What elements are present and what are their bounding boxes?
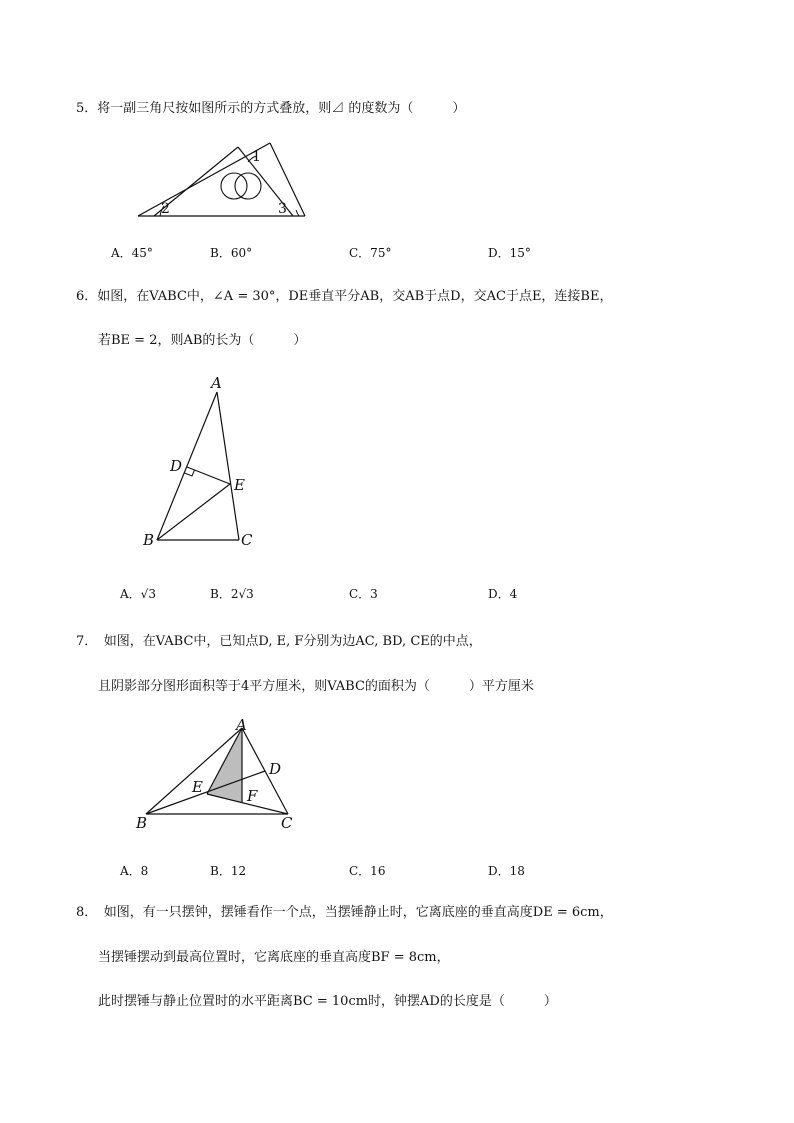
q5-figure — [130, 140, 320, 222]
q7-label-a: A — [236, 716, 247, 734]
q7-option-d[interactable]: D．18 — [488, 864, 525, 878]
q6-text-line1: 6．如图，在VABC中，∠A = 30°，DE垂直平分AB，交AB于点D，交AC于点E，连接BE， — [76, 289, 613, 304]
q6-figure — [135, 372, 265, 552]
q6-segment-de — [187, 467, 230, 484]
q5-angle3-arc — [296, 210, 299, 216]
q6-label-c: C — [241, 531, 253, 549]
q8-text-line1: 8． 如图，有一只摆钟，摆锤看作一个点，当摆锤静止时，它离底座的垂直高度DE = 6cm， — [76, 905, 613, 920]
q7-shaded-triangle — [207, 728, 242, 803]
q5-label-3: 3 — [278, 201, 287, 217]
q7-figure — [130, 718, 310, 833]
q6-option-b[interactable]: B．2√3 — [210, 587, 254, 601]
q5-circle-left — [221, 173, 247, 199]
q7-option-b[interactable]: B．12 — [210, 864, 247, 878]
q5-label-2: 2 — [161, 201, 170, 217]
q6-label-a: A — [211, 374, 222, 392]
q8-text-line2: 当摆锤摆动到最高位置时，它离底座的垂直高度BF = 8cm， — [98, 950, 450, 965]
q6-text-line2: 若BE = 2，则AB的长为（ ） — [98, 333, 307, 348]
q6-side-ac — [217, 392, 239, 540]
q5-text: 5．将一副三角尺按如图所示的方式叠放，则⊿ 的度数为（ ） — [76, 101, 466, 116]
q7-option-a[interactable]: A．8 — [120, 864, 149, 878]
q7-label-f: F — [247, 787, 258, 805]
q6-label-e: E — [234, 476, 245, 494]
q6-label-b: B — [143, 531, 155, 549]
q6-label-d: D — [170, 457, 183, 475]
q7-label-c: C — [281, 814, 293, 832]
q5-option-a[interactable]: A．45° — [111, 246, 153, 260]
q8-text-line3: 此时摆锤与静止位置时的水平距离BC = 10cm时，钟摆AD的长度是（ ） — [98, 994, 557, 1009]
q5-circle-right — [235, 173, 261, 199]
q5-long-side — [138, 143, 270, 216]
q5-label-1: 1 — [252, 149, 261, 165]
q6-side-ab — [157, 392, 217, 540]
q5-option-b[interactable]: B．60° — [210, 246, 253, 260]
q7-text-line1: 7． 如图，在VABC中，已知点D, E, F分别为边AC, BD, CE的中点， — [76, 634, 482, 649]
q5-right-side — [270, 143, 305, 216]
q6-option-d[interactable]: D．4 — [488, 587, 518, 601]
q7-label-b: B — [136, 814, 148, 832]
q7-option-c[interactable]: C．16 — [349, 864, 386, 878]
q6-option-a[interactable]: A．√3 — [120, 587, 156, 601]
q5-option-c[interactable]: C．75° — [349, 246, 392, 260]
q5-option-d[interactable]: D．15° — [488, 246, 531, 260]
q7-label-d: D — [269, 760, 282, 778]
q7-text-line2: 且阴影部分图形面积等于4平方厘米，则VABC的面积为（ ）平方厘米 — [98, 679, 534, 694]
q6-option-c[interactable]: C．3 — [349, 587, 378, 601]
q7-label-e: E — [192, 778, 203, 796]
q6-right-angle-mark — [185, 470, 195, 476]
